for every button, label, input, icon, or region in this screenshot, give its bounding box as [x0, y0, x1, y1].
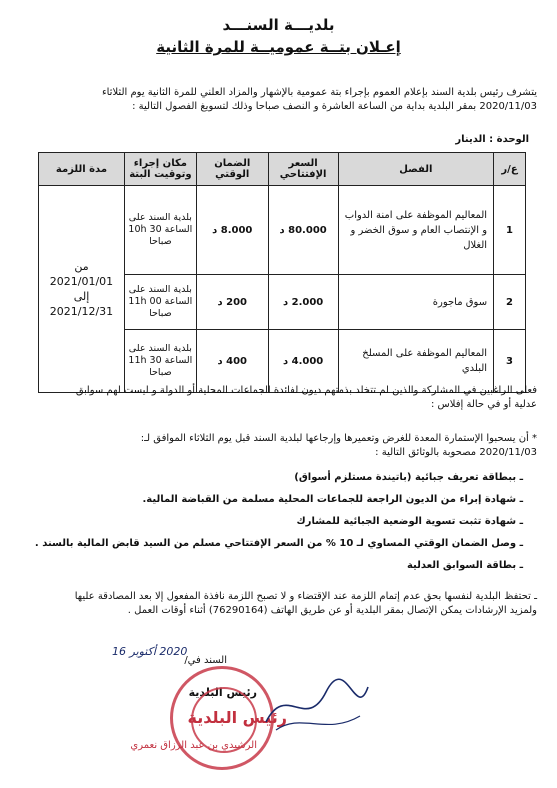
duration-cell	[39, 186, 125, 393]
conditions-line-4: 2020/11/03 مصحوبة بالوثائق التالية :	[375, 447, 537, 458]
row-location: بلدية السند على الساعة 11h 00 صباحا	[124, 275, 196, 330]
duration-to: إلى	[73, 290, 90, 303]
auction-table	[38, 152, 526, 393]
row-season: سوق ماجورة	[338, 275, 494, 330]
row-guarantee: 8.000 د	[196, 186, 268, 275]
row-season: المعاليم الموظفة على المسلخ البلدي	[338, 330, 494, 393]
place-label: السند في/	[184, 655, 227, 666]
table-header-row	[39, 153, 526, 186]
closing-line-2: ولمزيد الإرشادات يمكن الإتصال بمقر البلدية أو عن طريق الهاتف (76290164) أثناء أوقات العمل .	[127, 605, 537, 616]
required-document: ـ بطاقة السوابق العدلية	[406, 560, 523, 571]
closing-line-1: ـ تحتفظ البلدية لنفسها بحق عدم إتمام اللزمة عند الإقتضاء و لا تصبح اللزمة نافذة المفعول إلا بعد المصادقة عليها	[74, 591, 537, 602]
handwritten-date: 2020 أكتوبر 16	[112, 645, 188, 658]
row-num: 2	[494, 275, 526, 330]
mayor-stamp-text: رئيس البلدية	[187, 708, 287, 727]
header-num: ع/ر	[494, 153, 526, 186]
row-price: 2.000 د	[268, 275, 338, 330]
conditions-line-1: فعلى الراغبين في المشاركة والذين لم تتخلد بذمتهم ديون لفائدة الجماعات المحلية أو الدولة و ليست لهم سوابق	[75, 385, 537, 396]
required-document: ـ شهادة تثبت تسوية الوضعية الجبائية للمشارك	[296, 516, 523, 527]
currency-unit: الوحدة : الدينار	[455, 134, 529, 145]
duration-start: 2021/01/01	[49, 275, 114, 288]
announcement-title: إعـلان بتــة عموميــة للمرة الثانية	[156, 38, 401, 56]
header-location: مكان إجراء وتوقيت البتة	[124, 153, 196, 186]
intro-line-1: يتشرف رئيس بلدية السند بإعلام العموم بإجراء بتة عمومية بالإشهار والمزاد العلني للمرة الثانية يوم الثلاثاء	[101, 87, 537, 98]
municipality-title: بلديـــة السنـــد	[222, 16, 335, 34]
required-document: ـ وصل الضمان الوقتي المساوي لـ 10 % من السعر الإفتتاحي مسلم من السيد قابض المالية بالسند .	[34, 538, 523, 549]
seal-inner-ring	[188, 686, 257, 753]
mayor-name: الرشيدي بن عبد الرزاق نعمري	[130, 740, 257, 751]
row-guarantee: 200 د	[196, 275, 268, 330]
row-price: 80.000 د	[268, 186, 338, 275]
table-row	[39, 186, 526, 275]
duration-end: 2021/12/31	[49, 305, 114, 318]
row-location: بلدية السند على الساعة 10h 30 صباحا	[124, 186, 196, 275]
header-season: الفصل	[338, 153, 494, 186]
intro-line-2: 2020/11/03 بمقر البلدية بداية من الساعة العاشرة و النصف صباحا وذلك لتسويغ الفصول التالية :	[132, 101, 537, 112]
header-guarantee: الضمان الوقتي	[196, 153, 268, 186]
row-num: 1	[494, 186, 526, 275]
row-price: 4.000 د	[268, 330, 338, 393]
row-guarantee: 400 د	[196, 330, 268, 393]
row-num: 3	[494, 330, 526, 393]
row-location: بلدية السند على الساعة 11h 30 صباحا	[124, 330, 196, 393]
required-document: ـ شهادة إبراء من الديون الراجعة للجماعات المحلية مسلمة من القباضة المالية.	[142, 494, 523, 505]
conditions-line-3: * أن يسحبوا الإستمارة المعدة للغرض وتعميرها وإرجاعها لبلدية السند قبل يوم الثلاثاء الموافق لـ:	[140, 433, 537, 444]
conditions-line-2: عدلية أو في حالة إفلاس :	[431, 399, 537, 410]
header-duration: مدة اللزمة	[39, 153, 125, 186]
required-document: ـ ببطاقة تعريف جبائية (باتيندة مستلزم أسواق)	[294, 472, 523, 483]
duration-from: من	[74, 260, 89, 273]
mayor-label: رئيس البلدية	[188, 686, 257, 699]
signature-icon	[256, 672, 376, 742]
header-price: السعر الإفتتاحي	[268, 153, 338, 186]
row-season: المعاليم الموظفة على امنة الدواب و الإنتصاب العام و سوق الخضر و الغلال	[338, 186, 494, 275]
